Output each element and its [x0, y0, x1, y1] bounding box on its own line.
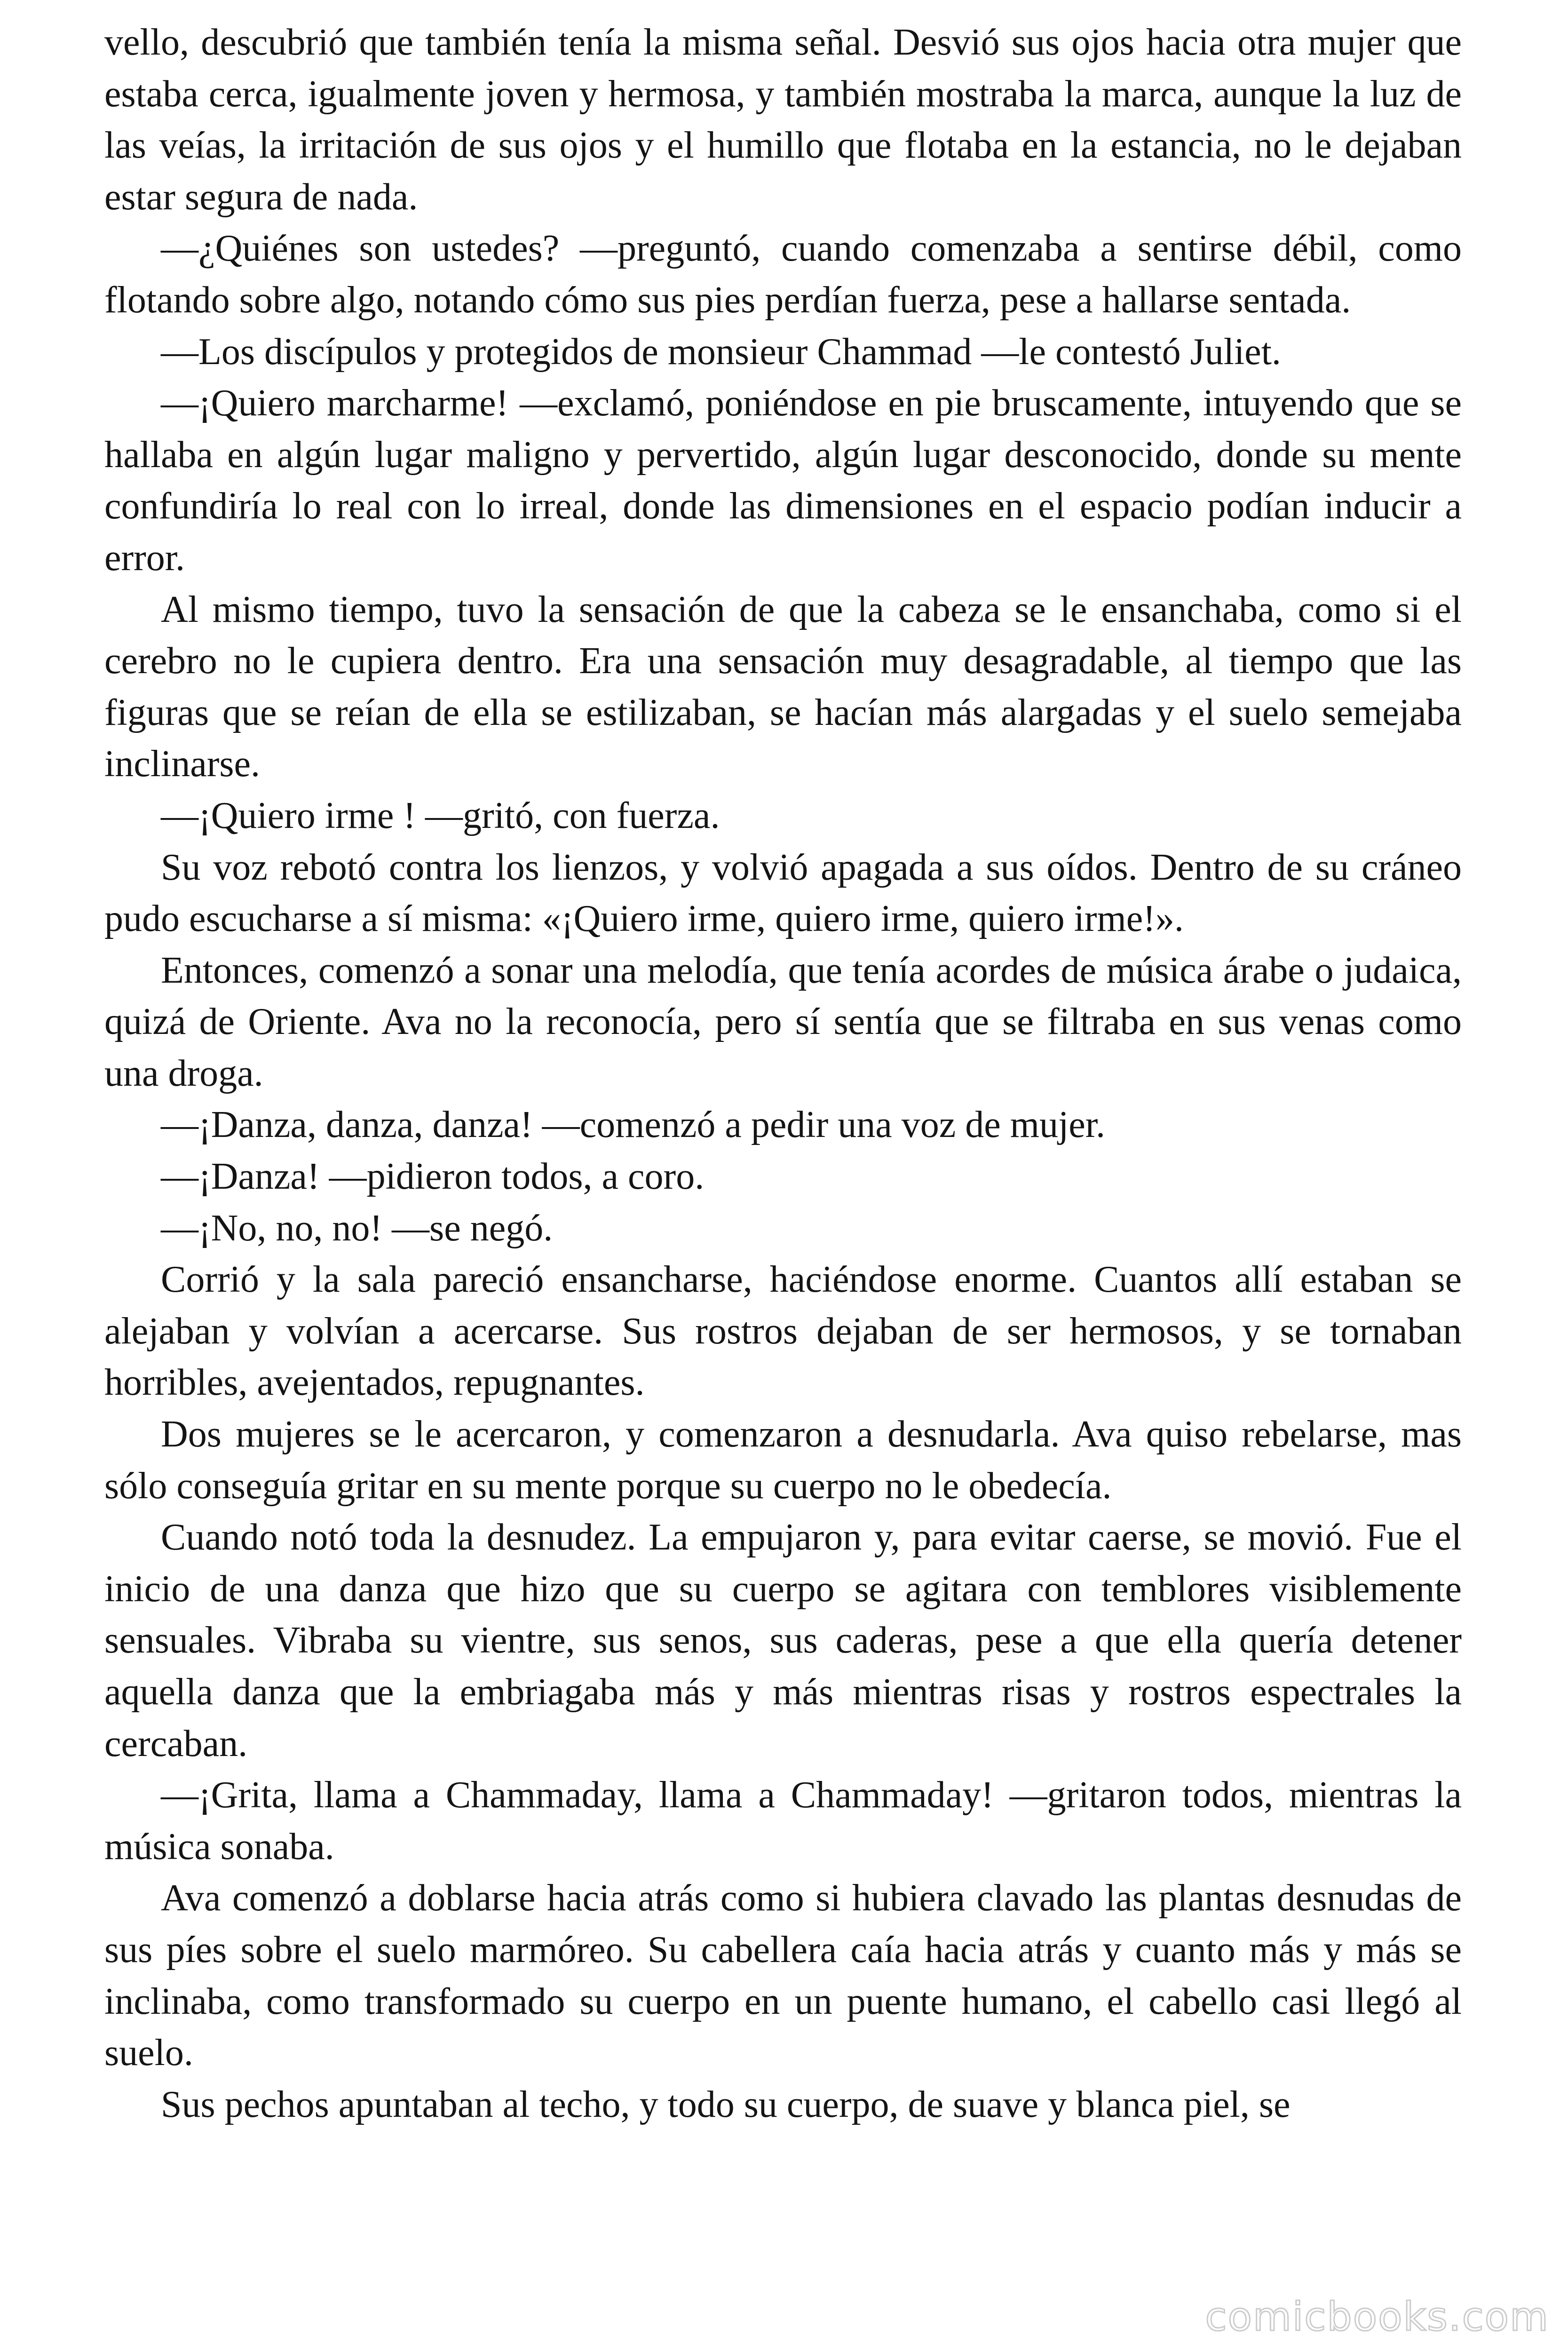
paragraph: Ava comenzó a doblarse hacia atrás como si hubiera clavado las plantas desnudas de sus píes sobre el suelo marmóreo. Su cabellera caía hacia atrás y cuanto más y más se inclinaba, como transformado su cuerpo en un puente humano, el cabello casi llegó al suelo. [104, 1877, 1462, 2074]
page-body-text [104, 17, 1462, 2130]
paragraph: Corrió y la sala pareció ensancharse, haciéndose enorme. Cuantos allí estaban se alejaban y volvían a acercarse. Sus rostros dejaban de ser hermosos, y se tornaban horribles, avejentados, repugnantes. [104, 1259, 1462, 1404]
paragraph: —¡Danza, danza, danza! —comenzó a pedir una voz de mujer. [161, 1104, 1105, 1146]
paragraph: —¡Grita, llama a Chammaday, llama a Chammaday! —gritaron todos, mientras la música sonaba. [104, 1774, 1462, 1867]
paragraph: —¡Quiero irme ! —gritó, con fuerza. [161, 795, 720, 836]
paragraph: —Los discípulos y protegidos de monsieur Chammad —le contestó Juliet. [161, 331, 1281, 373]
paragraph: —¡No, no, no! —se negó. [161, 1207, 553, 1249]
paragraph: Entonces, comenzó a sonar una melodía, que tenía acordes de música árabe o judaica, quizá de Oriente. Ava no la reconocía, pero sí sentía que se filtraba en sus venas como una droga. [104, 949, 1462, 1094]
watermark-logo: comicbooks.com [1205, 2294, 1549, 2340]
paragraph: Su voz rebotó contra los lienzos, y volvió apagada a sus oídos. Dentro de su cráneo pudo escucharse a sí misma: «¡Quiero irme, quiero irme, quiero irme!». [104, 846, 1462, 940]
paragraph: Al mismo tiempo, tuvo la sensación de que la cabeza se le ensanchaba, como si el cerebro no le cupiera dentro. Era una sensación muy desagradable, al tiempo que las figuras que se reían de ella se estilizaban, se hacían más alargadas y el suelo semejaba inclinarse. [104, 588, 1462, 785]
paragraph: vello, descubrió que también tenía la misma señal. Desvió sus ojos hacia otra mujer que estaba cerca, igualmente joven y hermosa, y también mostraba la marca, aunque la luz de las veías, la irritación de sus ojos y el humillo que flotaba en la estancia, no le dejaban estar segura de nada. [104, 22, 1462, 218]
paragraph: Sus pechos apuntaban al techo, y todo su cuerpo, de suave y blanca piel, se [161, 2083, 1291, 2125]
paragraph: Dos mujeres se le acercaron, y comenzaron a desnudarla. Ava quiso rebelarse, mas sólo conseguía gritar en su mente porque su cuerpo no le obedecía. [104, 1414, 1462, 1507]
paragraph: —¡Quiero marcharme! —exclamó, poniéndose en pie bruscamente, intuyendo que se hallaba en algún lugar maligno y pervertido, algún lugar desconocido, donde su mente confundiría lo real con lo irreal, donde las dimensiones en el espacio podían inducir a error. [104, 382, 1462, 579]
paragraph: Cuando notó toda la desnudez. La empujaron y, para evitar caerse, se movió. Fue el inicio de una danza que hizo que su cuerpo se agitara con temblores visiblemente sensuales. Vibraba su vientre, sus senos, sus caderas, pese a que ella quería detener aquella danza que la embriagaba más y más mientras risas y rostros espectrales la cercaban. [104, 1517, 1462, 1764]
paragraph: —¡Danza! —pidieron todos, a coro. [161, 1156, 705, 1198]
paragraph: —¿Quiénes son ustedes? —preguntó, cuando comenzaba a sentirse débil, como flotando sobre algo, notando cómo sus pies perdían fuerza, pese a hallarse sentada. [104, 228, 1462, 321]
